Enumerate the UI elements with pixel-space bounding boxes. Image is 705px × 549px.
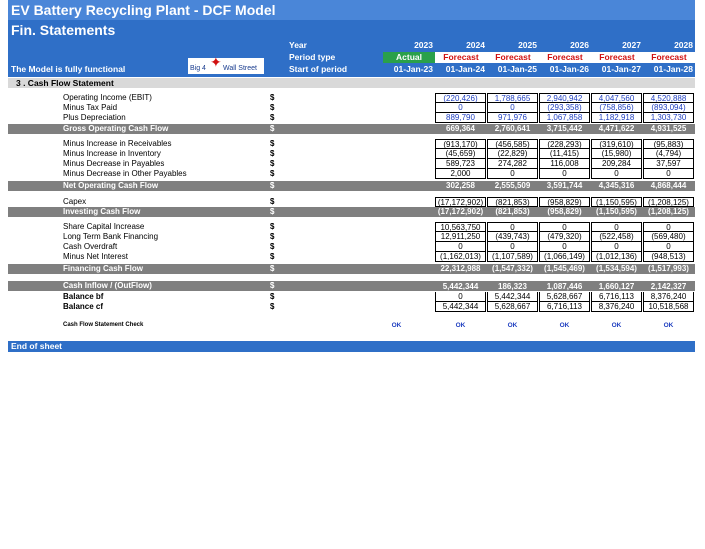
- value-cell: 0: [539, 169, 590, 179]
- currency-symbol: $: [270, 103, 275, 112]
- currency-symbol: $: [270, 149, 275, 158]
- value-cell: 4,471,622: [591, 124, 642, 134]
- start-date: 01-Jan-23: [393, 64, 433, 74]
- value-cell: 2,760,641: [487, 124, 538, 134]
- table-row: [8, 197, 695, 207]
- value-cell: 0: [591, 242, 642, 252]
- sheet-subtitle: Fin. Statements: [11, 22, 116, 38]
- section-title: 3 . Cash Flow Statement: [8, 78, 695, 88]
- value-cell: 2,940,942: [539, 93, 590, 103]
- value-cell: 1,182,918: [591, 113, 642, 123]
- value-cell: (439,743): [487, 232, 538, 242]
- currency-symbol: $: [270, 252, 275, 261]
- check-status: OK: [663, 322, 674, 329]
- period-type-badge: Forecast: [487, 52, 539, 63]
- row-label: Minus Decrease in Other Payables: [63, 169, 187, 178]
- year-label: Year: [289, 40, 307, 50]
- value-cell: 1,087,446: [539, 281, 590, 291]
- value-cell: (522,458): [591, 232, 642, 242]
- value-cell: (1,547,332): [487, 264, 538, 274]
- currency-symbol: $: [270, 124, 275, 133]
- value-cell: (1,208,125): [643, 207, 694, 217]
- value-cell: 6,716,113: [591, 292, 642, 302]
- value-cell: 3,715,442: [539, 124, 590, 134]
- value-cell: 669,364: [435, 124, 486, 134]
- value-cell: (569,480): [643, 232, 694, 242]
- value-cell: 0: [591, 222, 642, 232]
- start-date: 01-Jan-27: [601, 64, 641, 74]
- value-cell: 0: [487, 242, 538, 252]
- big4-wallstreet-logo: [188, 54, 264, 74]
- value-cell: (758,856): [591, 103, 642, 113]
- period-type-badge: Actual: [383, 52, 435, 63]
- currency-symbol: $: [270, 232, 275, 241]
- value-cell: (821,853): [487, 197, 538, 207]
- value-cell: 1,067,858: [539, 113, 590, 123]
- value-cell: 5,442,344: [487, 292, 538, 302]
- value-cell: 1,660,127: [591, 281, 642, 291]
- sheet-header: [8, 20, 695, 77]
- start-of-period-label: Start of period: [289, 64, 348, 74]
- value-cell: (293,358): [539, 103, 590, 113]
- value-cell: 0: [539, 242, 590, 252]
- table-row: [8, 222, 695, 232]
- table-row: [8, 252, 695, 262]
- value-cell: 274,282: [487, 159, 538, 169]
- value-cell: 0: [643, 222, 694, 232]
- value-cell: 0: [487, 222, 538, 232]
- currency-symbol: $: [270, 93, 275, 102]
- value-cell: 302,258: [435, 181, 486, 191]
- currency-symbol: $: [270, 264, 275, 273]
- value-cell: 0: [487, 169, 538, 179]
- end-of-sheet: End of sheet: [8, 341, 695, 352]
- currency-symbol: $: [270, 169, 275, 178]
- value-cell: (15,980): [591, 149, 642, 159]
- table-row: [8, 149, 695, 159]
- value-cell: (913,170): [435, 139, 486, 149]
- value-cell: (1,107,589): [487, 252, 538, 262]
- period-type-badge: Forecast: [591, 52, 643, 63]
- check-row: [8, 320, 695, 330]
- row-label: Cash Inflow / (OutFlow): [63, 281, 152, 290]
- value-cell: (958,829): [539, 197, 590, 207]
- value-cell: (17,172,902): [435, 197, 486, 207]
- value-cell: 4,047,560: [591, 93, 642, 103]
- table-row: [8, 264, 695, 274]
- value-cell: (821,853): [487, 207, 538, 217]
- check-status: OK: [455, 322, 466, 329]
- value-cell: 10,563,750: [435, 222, 486, 232]
- value-cell: 2,000: [435, 169, 486, 179]
- period-type-label: Period type: [289, 52, 336, 62]
- bird-icon: ✦: [210, 54, 222, 70]
- value-cell: 22,312,988: [435, 264, 486, 274]
- title-bar-fill: [365, 0, 695, 20]
- check-label: Cash Flow Statement Check: [63, 322, 144, 328]
- table-row: [8, 124, 695, 134]
- value-cell: 5,442,344: [435, 302, 486, 312]
- value-cell: 971,976: [487, 113, 538, 123]
- table-row: [8, 242, 695, 252]
- year-header: 2026: [570, 40, 589, 50]
- value-cell: (95,883): [643, 139, 694, 149]
- value-cell: 5,442,344: [435, 281, 486, 291]
- value-cell: (1,545,469): [539, 264, 590, 274]
- value-cell: 5,628,667: [487, 302, 538, 312]
- table-row: [8, 93, 695, 103]
- value-cell: (1,517,993): [643, 264, 694, 274]
- table-row: [8, 113, 695, 123]
- value-cell: (1,534,594): [591, 264, 642, 274]
- row-label: Operating Income (EBIT): [63, 93, 152, 102]
- year-header: 2025: [518, 40, 537, 50]
- value-cell: (1,208,125): [643, 197, 694, 207]
- row-label: Minus Decrease in Payables: [63, 159, 165, 168]
- row-label: Minus Tax Paid: [63, 103, 118, 112]
- value-cell: 0: [643, 242, 694, 252]
- table-row: [8, 169, 695, 179]
- value-cell: 5,628,667: [539, 292, 590, 302]
- value-cell: 8,376,240: [591, 302, 642, 312]
- value-cell: (11,415): [539, 149, 590, 159]
- value-cell: (1,066,149): [539, 252, 590, 262]
- value-cell: 2,555,509: [487, 181, 538, 191]
- value-cell: 0: [435, 292, 486, 302]
- row-label: Balance cf: [63, 302, 104, 311]
- value-cell: 186,323: [487, 281, 538, 291]
- row-label: Minus Increase in Receivables: [63, 139, 172, 148]
- table-row: [8, 302, 695, 312]
- logo-text-right: Wall Street: [223, 65, 257, 72]
- table-row: [8, 281, 695, 291]
- check-status: OK: [507, 322, 518, 329]
- value-cell: (1,150,595): [591, 197, 642, 207]
- start-date: 01-Jan-24: [445, 64, 485, 74]
- period-type-badge: Forecast: [539, 52, 591, 63]
- value-cell: 10,518,568: [643, 302, 694, 312]
- value-cell: 8,376,240: [643, 292, 694, 302]
- value-cell: 4,520,888: [643, 93, 694, 103]
- value-cell: 0: [643, 169, 694, 179]
- table-row: [8, 292, 695, 302]
- currency-symbol: $: [270, 242, 275, 251]
- logo-text-left: Big 4: [190, 65, 206, 72]
- value-cell: (479,320): [539, 232, 590, 242]
- value-cell: 1,788,665: [487, 93, 538, 103]
- row-label: Long Term Bank Financing: [63, 232, 159, 241]
- status-text: The Model is fully functional: [11, 64, 126, 74]
- check-status: OK: [559, 322, 570, 329]
- value-cell: 0: [435, 103, 486, 113]
- row-label: Balance bf: [63, 292, 104, 301]
- value-cell: (958,829): [539, 207, 590, 217]
- value-cell: 4,868,444: [643, 181, 694, 191]
- row-label: Gross Operating Cash Flow: [63, 124, 169, 133]
- year-header: 2024: [466, 40, 485, 50]
- row-label: Capex: [63, 197, 87, 206]
- currency-symbol: $: [270, 222, 275, 231]
- row-label: Minus Net Interest: [63, 252, 128, 261]
- check-status: OK: [611, 322, 622, 329]
- value-cell: (17,172,902): [435, 207, 486, 217]
- value-cell: (948,513): [643, 252, 694, 262]
- start-date: 01-Jan-28: [653, 64, 693, 74]
- value-cell: 4,931,525: [643, 124, 694, 134]
- currency-symbol: $: [270, 197, 275, 206]
- start-date: 01-Jan-25: [497, 64, 537, 74]
- model-title: EV Battery Recycling Plant - DCF Model: [8, 0, 365, 20]
- table-row: [8, 103, 695, 113]
- period-type-badge: Forecast: [435, 52, 487, 63]
- currency-symbol: $: [270, 207, 275, 216]
- value-cell: 209,284: [591, 159, 642, 169]
- currency-symbol: $: [270, 292, 275, 301]
- currency-symbol: $: [270, 159, 275, 168]
- year-header: 2027: [622, 40, 641, 50]
- row-label: Investing Cash Flow: [63, 207, 141, 216]
- table-row: [8, 232, 695, 242]
- currency-symbol: $: [270, 281, 275, 290]
- value-cell: (1,162,013): [435, 252, 486, 262]
- value-cell: 6,716,113: [539, 302, 590, 312]
- value-cell: 889,790: [435, 113, 486, 123]
- value-cell: (1,150,595): [591, 207, 642, 217]
- value-cell: (893,094): [643, 103, 694, 113]
- period-type-badge: Forecast: [643, 52, 695, 63]
- table-row: [8, 207, 695, 217]
- year-header: 2028: [674, 40, 693, 50]
- row-label: Cash Overdraft: [63, 242, 118, 251]
- value-cell: 4,345,316: [591, 181, 642, 191]
- table-row: [8, 159, 695, 169]
- currency-symbol: $: [270, 302, 275, 311]
- table-row: [8, 139, 695, 149]
- value-cell: (228,293): [539, 139, 590, 149]
- value-cell: 3,591,744: [539, 181, 590, 191]
- value-cell: 12,911,250: [435, 232, 486, 242]
- row-label: Share Capital Increase: [63, 222, 145, 231]
- currency-symbol: $: [270, 139, 275, 148]
- currency-symbol: $: [270, 181, 275, 190]
- value-cell: (4,794): [643, 149, 694, 159]
- value-cell: 1,303,730: [643, 113, 694, 123]
- value-cell: 2,142,327: [643, 281, 694, 291]
- value-cell: (456,585): [487, 139, 538, 149]
- value-cell: (319,610): [591, 139, 642, 149]
- row-label: Plus Depreciation: [63, 113, 126, 122]
- value-cell: (1,012,136): [591, 252, 642, 262]
- value-cell: 589,723: [435, 159, 486, 169]
- year-header: 2023: [414, 40, 433, 50]
- table-row: [8, 181, 695, 191]
- check-status: OK: [391, 322, 402, 329]
- value-cell: 0: [539, 222, 590, 232]
- value-cell: (45,659): [435, 149, 486, 159]
- value-cell: 37,597: [643, 159, 694, 169]
- row-label: Net Operating Cash Flow: [63, 181, 159, 190]
- currency-symbol: $: [270, 113, 275, 122]
- value-cell: 0: [487, 103, 538, 113]
- value-cell: 0: [435, 242, 486, 252]
- value-cell: 0: [591, 169, 642, 179]
- start-date: 01-Jan-26: [549, 64, 589, 74]
- value-cell: 116,008: [539, 159, 590, 169]
- value-cell: (220,426): [435, 93, 486, 103]
- value-cell: (22,829): [487, 149, 538, 159]
- row-label: Minus Increase in Inventory: [63, 149, 161, 158]
- row-label: Financing Cash Flow: [63, 264, 144, 273]
